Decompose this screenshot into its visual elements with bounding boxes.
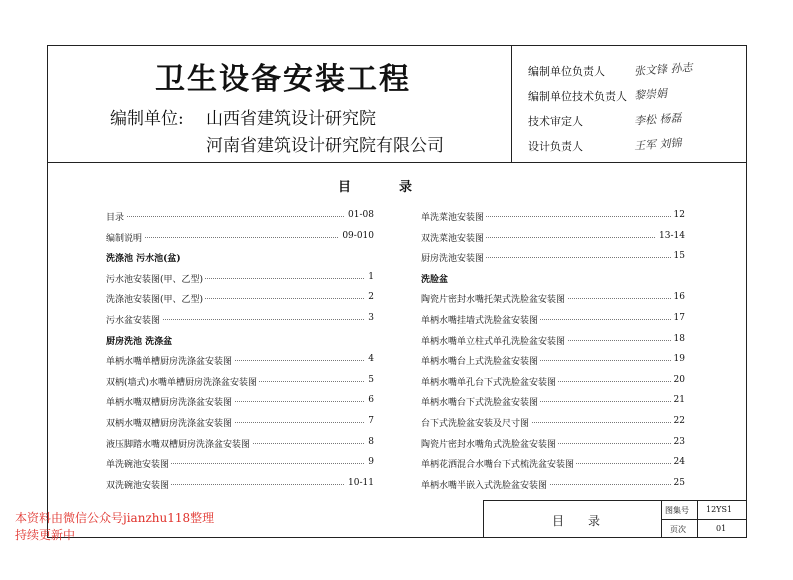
toc-entry	[106, 437, 374, 452]
atlas-number-value: 12YS1	[706, 505, 733, 514]
toc-entry-page: 15	[671, 251, 685, 261]
toc-entry-label: 污水盆安装图	[106, 313, 162, 326]
signature: 张文锋 孙志	[633, 60, 693, 79]
toc-entry-page: 25	[671, 478, 685, 488]
signature: 王军 刘锦	[633, 136, 682, 153]
toc-entry-label: 双柄(墙式)水嘴单槽厨房洗涤盆安装图	[106, 375, 259, 388]
toc-entry-page: 6	[365, 395, 374, 405]
org-label: 编制单位:	[110, 109, 184, 129]
toc-entry	[106, 375, 374, 390]
org-name-1: 山西省建筑设计研究院	[206, 109, 376, 129]
toc-entry-page: 12	[671, 210, 685, 220]
header-divider	[47, 162, 747, 163]
toc-entry	[421, 457, 685, 472]
toc-entry	[421, 416, 685, 431]
leader-dots	[106, 216, 374, 217]
toc-entry	[106, 478, 374, 493]
toc-entry-page: 19	[671, 354, 685, 364]
toc-entry-label: 双柄水嘴双槽厨房洗涤盆安装图	[106, 416, 234, 429]
toc-entry	[106, 313, 374, 328]
toc-entry-label: 台下式洗脸盆安装及尺寸图	[421, 416, 531, 429]
toc-entry	[421, 375, 685, 390]
toc-entry	[106, 272, 374, 287]
toc-entry	[421, 334, 685, 349]
title-block-left	[483, 500, 484, 538]
toc-entry-page: 24	[671, 457, 685, 467]
page-number-value: 01	[716, 524, 727, 533]
signatory-role: 设计负责人	[528, 140, 583, 153]
toc-entry-page: 10-11	[345, 478, 374, 488]
toc-entry	[106, 395, 374, 410]
atlas-number-label: 图集号	[665, 506, 689, 515]
toc-entry-label: 单洗碗池安装图	[106, 457, 171, 470]
toc-entry	[421, 292, 685, 307]
toc-section-heading	[421, 272, 685, 287]
atlas-title: 卫生设备安装工程	[155, 62, 411, 97]
toc-entry-page: 13-14	[656, 231, 685, 241]
toc-entry	[421, 231, 685, 246]
toc-entry	[421, 437, 685, 452]
toc-entry-label: 污水池安装图(甲、乙型)	[106, 272, 205, 285]
toc-entry-label: 厨房洗池 洗涤盆	[106, 334, 174, 347]
toc-entry-page: 16	[671, 292, 685, 302]
toc-entry-label: 洗涤池 污水池(盆)	[106, 251, 183, 264]
toc-entry-page: 21	[671, 395, 685, 405]
signatory-role: 编制单位负责人	[528, 65, 605, 78]
toc-entry-label: 单洗菜池安装图	[421, 210, 486, 223]
toc-entry	[421, 251, 685, 266]
toc-entry-label: 洗涤池安装图(甲、乙型)	[106, 292, 205, 305]
toc-entry-page: 1	[365, 272, 374, 282]
signature-divider	[511, 45, 512, 162]
toc-entry-page: 2	[365, 292, 374, 302]
toc-entry-page: 20	[671, 375, 685, 385]
toc-entry-label: 单柄水嘴单孔台下式洗脸盆安装图	[421, 375, 558, 388]
toc-entry-label: 目录	[106, 210, 126, 223]
toc-entry	[106, 457, 374, 472]
toc-entry-page: 9	[365, 457, 374, 467]
watermark-line-1: 本资料由微信公众号jianzhu118整理	[15, 511, 215, 525]
signature: 黎崇娟	[633, 86, 668, 103]
toc-entry	[106, 210, 374, 225]
toc-section-heading	[106, 251, 374, 266]
signature: 李松 杨磊	[633, 111, 682, 128]
toc-entry	[421, 210, 685, 225]
toc-entry-label: 陶瓷片密封水嘴托架式洗脸盆安装图	[421, 292, 567, 305]
toc-entry-label: 陶瓷片密封水嘴角式洗脸盆安装图	[421, 437, 558, 450]
signatory-role: 编制单位技术负责人	[528, 90, 627, 103]
toc-entry-page: 18	[671, 334, 685, 344]
toc-entry-label: 双洗碗池安装图	[106, 478, 171, 491]
toc-entry-label: 单柄水嘴半嵌入式洗脸盆安装图	[421, 478, 549, 491]
toc-entry-page: 7	[365, 416, 374, 426]
org-name-2: 河南省建筑设计研究院有限公司	[206, 136, 444, 156]
page-number-label: 页次	[670, 525, 686, 534]
toc-entry-label: 单柄水嘴单立柱式单孔洗脸盆安装图	[421, 334, 567, 347]
toc-entry-label: 洗脸盆	[421, 272, 450, 285]
toc-entry	[421, 395, 685, 410]
toc-entry-label: 单柄水嘴台下式洗脸盆安装图	[421, 395, 540, 408]
toc-entry	[106, 354, 374, 369]
toc-entry-page: 22	[671, 416, 685, 426]
leader-dots	[106, 237, 374, 238]
toc-entry-page: 8	[365, 437, 374, 447]
toc-entry-label: 单柄水嘴双槽厨房洗涤盆安装图	[106, 395, 234, 408]
toc-entry-label: 单柄水嘴单槽厨房洗涤盆安装图	[106, 354, 234, 367]
toc-entry-label: 单柄花洒混合水嘴台下式梳洗盆安装图	[421, 457, 576, 470]
toc-section-heading	[106, 334, 374, 349]
title-block-top	[483, 500, 747, 501]
toc-entry	[106, 292, 374, 307]
toc-heading: 目录	[338, 180, 461, 195]
toc-entry-page: 09-010	[339, 231, 374, 241]
toc-entry-label: 单柄水嘴台上式洗脸盆安装图	[421, 354, 540, 367]
toc-entry-page: 01-08	[345, 210, 374, 220]
toc-entry-page: 4	[365, 354, 374, 364]
signatory-role: 技术审定人	[528, 115, 583, 128]
toc-entry	[421, 313, 685, 328]
toc-entry	[106, 231, 374, 246]
toc-entry	[421, 354, 685, 369]
toc-entry-page: 23	[671, 437, 685, 447]
toc-entry	[421, 478, 685, 493]
toc-entry-page: 3	[365, 313, 374, 323]
title-block-row-divider	[661, 519, 747, 520]
toc-entry-page: 5	[365, 375, 374, 385]
toc-entry-label: 单柄水嘴挂墙式洗脸盆安装图	[421, 313, 540, 326]
toc-entry-label: 厨房洗池安装图	[421, 251, 486, 264]
toc-entry-page: 17	[671, 313, 685, 323]
toc-entry-label: 双洗菜池安装图	[421, 231, 486, 244]
toc-entry	[106, 416, 374, 431]
toc-entry-label: 编制说明	[106, 231, 144, 244]
title-block-name: 目录	[552, 514, 625, 528]
toc-entry-label: 液压脚踏水嘴双槽厨房洗涤盆安装图	[106, 437, 252, 450]
watermark-line-2: 持续更新中	[15, 528, 76, 542]
